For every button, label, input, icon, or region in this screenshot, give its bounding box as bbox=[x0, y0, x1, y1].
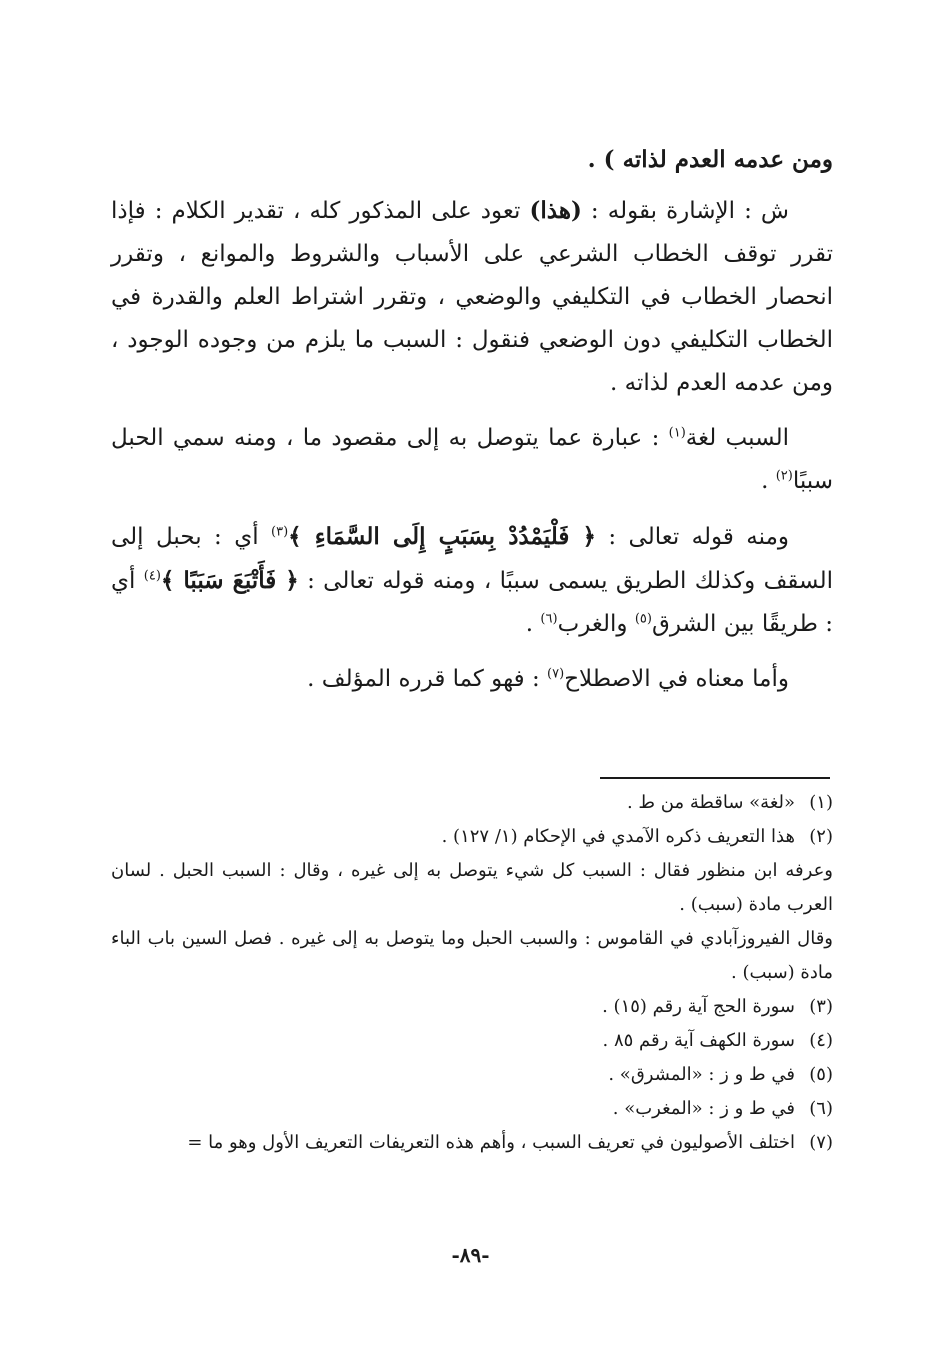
footnote-text: «لغة» ساقطة من ط . bbox=[626, 792, 795, 813]
terminology-body: : فهو كما قرره المؤلف . bbox=[307, 666, 548, 692]
quran-end: . bbox=[525, 611, 541, 637]
footnote-5 bbox=[111, 1058, 833, 1092]
linguistic-body: : عبارة عما يتوصل به إلى مقصود ما ، ومنه سمي الحبل سببًا bbox=[111, 425, 833, 494]
footnote-text: اختلف الأصوليون في تعريف السبب ، وأهم هذه التعريفات التعريف الأول وهو ما = bbox=[187, 1132, 795, 1153]
footnote-number: (٣) bbox=[809, 996, 833, 1017]
opening-line: ومن عدمه العدم لذاته ) . bbox=[587, 146, 833, 173]
footnote-number: (٥) bbox=[809, 1064, 833, 1085]
main-text bbox=[111, 138, 833, 709]
commentary-body: تعود على المذكور كله ، تقدير الكلام : فإذا تقرر توقف الخطاب الشرعي على الأسباب والشروط والموانع ، وتقرر انحصار الخطاب في التكليفي والوضعي ، وتقرر اشتراط العلم والقدرة في الخطاب التكليفي دون الوضعي فنقول : السبب ما يلزم من وجوده الوجود ، ومن عدمه العدم لذاته . bbox=[111, 198, 833, 396]
footnote-2-continuation-2: وقال الفيروزآبادي في القاموس : والسبب الحبل وما يتوصل به إلى غيره . فصل السين باب الباء مادة (سبب) . bbox=[111, 928, 833, 983]
commentary-lead: ش : الإشارة بقوله : bbox=[581, 198, 789, 224]
footnote-ref-7[interactable]: (٧) bbox=[547, 666, 565, 682]
footnote-text: سورة الحج آية رقم (١٥) . bbox=[602, 996, 795, 1017]
footnote-number: (٧) bbox=[809, 1132, 833, 1153]
paragraph-linguistic bbox=[111, 417, 833, 503]
footnote-number: (٢) bbox=[809, 826, 833, 847]
footnote-number: (٦) bbox=[809, 1098, 833, 1119]
paragraph-terminology bbox=[111, 658, 833, 701]
footnote-text: في ط و ز : «المغرب» . bbox=[612, 1098, 795, 1119]
quran-body: أي : بحبل إلى السقف وكذلك الطريق يسمى سببًا ، ومنه قوله تعالى : bbox=[111, 524, 833, 594]
footnote-6 bbox=[111, 1092, 833, 1126]
footnote-text: سورة الكهف آية رقم ٨٥ . bbox=[602, 1030, 795, 1051]
footnote-1 bbox=[111, 786, 833, 820]
footnotes bbox=[111, 786, 833, 1160]
footnote-ref-4[interactable]: (٤) bbox=[143, 568, 161, 584]
footnote-4 bbox=[111, 1024, 833, 1058]
quran-body-3: والغرب bbox=[557, 611, 635, 637]
quran-lead: ومنه قوله تعالى : bbox=[595, 524, 790, 550]
quran-body-2: أي : طريقًا بين الشرق bbox=[111, 568, 833, 637]
footnote-ref-6[interactable]: (٦) bbox=[540, 611, 558, 627]
commentary-keyword: (هذا) bbox=[529, 197, 582, 224]
footnote-ref-1[interactable]: (١) bbox=[668, 425, 686, 441]
footnote-7 bbox=[111, 1126, 833, 1160]
page-number: -٨٩- bbox=[451, 1243, 490, 1267]
footnote-3 bbox=[111, 990, 833, 1024]
footnote-ref-3[interactable]: (٣) bbox=[271, 524, 289, 540]
terminology-lead: وأما معناه في الاصطلاح bbox=[564, 666, 789, 692]
footnote-2-continuation-1: وعرفه ابن منظور فقال : السبب كل شيء يتوصل به إلى غيره ، وقال : السبب الحبل . لسان العرب مادة (سبب) . bbox=[111, 860, 833, 915]
footnote-divider bbox=[600, 777, 830, 779]
linguistic-lead: السبب لغة bbox=[685, 425, 789, 451]
footnote-ref-2[interactable]: (٢) bbox=[775, 468, 793, 484]
footnote-number: (٤) bbox=[809, 1030, 833, 1051]
quran-verse-2: ﴿ فَأَتْبَعَ سَبَبًا ﴾ bbox=[160, 567, 299, 594]
footnote-text: هذا التعريف ذكره الآمدي في الإحكام (١/ ١٢٧) . bbox=[441, 826, 795, 847]
linguistic-end: . bbox=[761, 468, 776, 494]
paragraph-quran bbox=[111, 515, 833, 646]
quran-verse-1: ﴿ فَلْيَمْدُدْ بِسَبَبٍ إِلَى السَّمَاءِ ﴾ bbox=[288, 523, 596, 550]
footnote-ref-5[interactable]: (٥) bbox=[634, 611, 652, 627]
footnote-2 bbox=[111, 820, 833, 854]
footnote-text: في ط و ز : «المشرق» . bbox=[608, 1064, 795, 1085]
footnote-number: (١) bbox=[809, 792, 833, 813]
paragraph-commentary bbox=[111, 189, 833, 405]
